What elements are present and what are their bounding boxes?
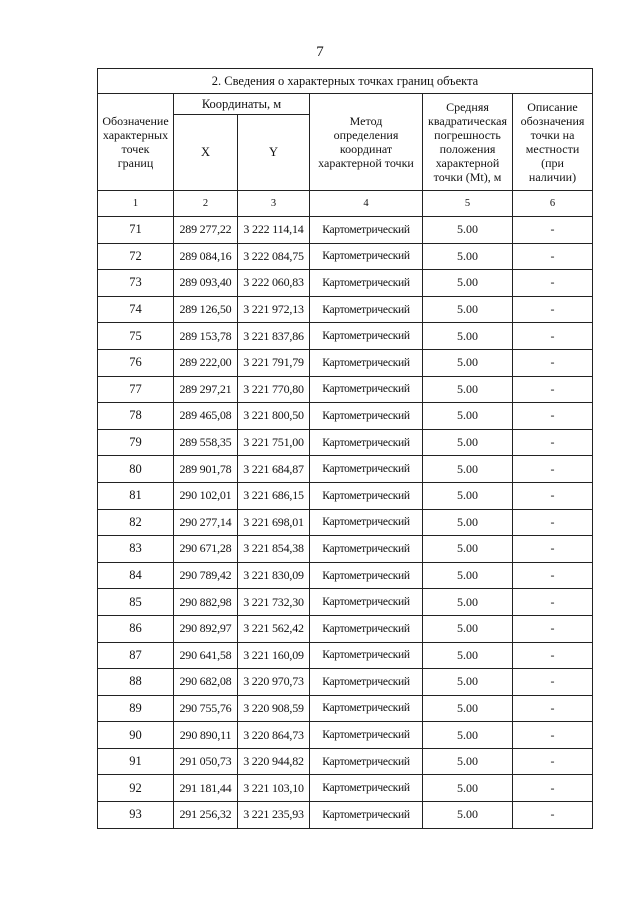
section-title: 2. Сведения о характерных точках границ объекта [98, 69, 593, 94]
cell-description: - [513, 296, 593, 323]
cell-description: - [513, 217, 593, 244]
cell-point-number: 92 [98, 775, 174, 802]
cell-point-number: 91 [98, 748, 174, 775]
cell-x-coordinate: 291 050,73 [174, 748, 238, 775]
cell-method: Картометрический [310, 669, 423, 696]
cell-method: Картометрический [310, 270, 423, 297]
cell-point-number: 82 [98, 509, 174, 536]
column-number: 1 [98, 191, 174, 217]
header-error-line: квадратическая [428, 114, 507, 128]
cell-mean-error: 5.00 [423, 323, 513, 350]
cell-point-number: 76 [98, 349, 174, 376]
cell-mean-error: 5.00 [423, 642, 513, 669]
cell-point-number: 83 [98, 536, 174, 563]
cell-description: - [513, 456, 593, 483]
header-coordinates: Координаты, м [174, 94, 310, 115]
cell-y-coordinate: 3 221 732,30 [238, 589, 310, 616]
header-error [423, 94, 513, 191]
column-number: 6 [513, 191, 593, 217]
cell-description: - [513, 349, 593, 376]
cell-point-number: 89 [98, 695, 174, 722]
header-point-line: границ [117, 156, 154, 170]
cell-point-number: 84 [98, 562, 174, 589]
cell-mean-error: 5.00 [423, 669, 513, 696]
cell-x-coordinate: 289 277,22 [174, 217, 238, 244]
cell-description: - [513, 802, 593, 829]
cell-description: - [513, 775, 593, 802]
cell-method: Картометрический [310, 536, 423, 563]
cell-mean-error: 5.00 [423, 722, 513, 749]
header-description-line: (при [541, 156, 564, 170]
cell-x-coordinate: 289 093,40 [174, 270, 238, 297]
cell-y-coordinate: 3 220 864,73 [238, 722, 310, 749]
cell-point-number: 81 [98, 482, 174, 509]
cell-mean-error: 5.00 [423, 349, 513, 376]
header-error-line: Средняя [446, 100, 489, 114]
cell-point-number: 90 [98, 722, 174, 749]
cell-y-coordinate: 3 221 972,13 [238, 296, 310, 323]
table-row [98, 270, 593, 297]
cell-method: Картометрический [310, 482, 423, 509]
cell-description: - [513, 642, 593, 669]
table-row [98, 802, 593, 829]
cell-x-coordinate: 289 297,21 [174, 376, 238, 403]
cell-x-coordinate: 290 671,28 [174, 536, 238, 563]
cell-y-coordinate: 3 221 698,01 [238, 509, 310, 536]
column-number: 5 [423, 191, 513, 217]
cell-x-coordinate: 290 892,97 [174, 615, 238, 642]
cell-x-coordinate: 291 256,32 [174, 802, 238, 829]
header-method-line: характерной точки [318, 156, 414, 170]
table-row [98, 695, 593, 722]
cell-x-coordinate: 290 641,58 [174, 642, 238, 669]
cell-description: - [513, 748, 593, 775]
cell-point-number: 88 [98, 669, 174, 696]
cell-point-number: 93 [98, 802, 174, 829]
column-number: 4 [310, 191, 423, 217]
cell-x-coordinate: 290 755,76 [174, 695, 238, 722]
cell-method: Картометрический [310, 323, 423, 350]
section-title-row [98, 69, 593, 94]
header-method [310, 94, 423, 191]
table-row [98, 669, 593, 696]
cell-y-coordinate: 3 220 908,59 [238, 695, 310, 722]
cell-method: Картометрический [310, 775, 423, 802]
cell-description: - [513, 323, 593, 350]
header-error-line: характерной [435, 156, 500, 170]
cell-y-coordinate: 3 222 060,83 [238, 270, 310, 297]
table-row [98, 323, 593, 350]
header-point-line: характерных [102, 128, 169, 142]
cell-x-coordinate: 289 126,50 [174, 296, 238, 323]
cell-x-coordinate: 290 102,01 [174, 482, 238, 509]
cell-description: - [513, 376, 593, 403]
cell-mean-error: 5.00 [423, 775, 513, 802]
cell-method: Картометрический [310, 243, 423, 270]
cell-method: Картометрический [310, 562, 423, 589]
cell-method: Картометрический [310, 429, 423, 456]
cell-description: - [513, 270, 593, 297]
cell-method: Картометрический [310, 802, 423, 829]
cell-y-coordinate: 3 221 562,42 [238, 615, 310, 642]
cell-mean-error: 5.00 [423, 456, 513, 483]
cell-method: Картометрический [310, 615, 423, 642]
cell-method: Картометрический [310, 642, 423, 669]
table-row [98, 376, 593, 403]
cell-point-number: 73 [98, 270, 174, 297]
column-number: 3 [238, 191, 310, 217]
cell-mean-error: 5.00 [423, 429, 513, 456]
column-number: 2 [174, 191, 238, 217]
cell-mean-error: 5.00 [423, 802, 513, 829]
cell-x-coordinate: 289 901,78 [174, 456, 238, 483]
cell-mean-error: 5.00 [423, 217, 513, 244]
cell-y-coordinate: 3 221 235,93 [238, 802, 310, 829]
table-row [98, 403, 593, 430]
table-row [98, 429, 593, 456]
header-method-line: определения [333, 128, 399, 142]
cell-point-number: 86 [98, 615, 174, 642]
cell-method: Картометрический [310, 376, 423, 403]
cell-mean-error: 5.00 [423, 376, 513, 403]
table-row [98, 589, 593, 616]
cell-y-coordinate: 3 221 854,38 [238, 536, 310, 563]
cell-mean-error: 5.00 [423, 562, 513, 589]
cell-y-coordinate: 3 221 160,09 [238, 642, 310, 669]
cell-y-coordinate: 3 221 830,09 [238, 562, 310, 589]
cell-description: - [513, 536, 593, 563]
cell-mean-error: 5.00 [423, 536, 513, 563]
cell-mean-error: 5.00 [423, 482, 513, 509]
cell-y-coordinate: 3 221 686,15 [238, 482, 310, 509]
cell-point-number: 79 [98, 429, 174, 456]
cell-point-number: 77 [98, 376, 174, 403]
cell-point-number: 85 [98, 589, 174, 616]
cell-method: Картометрический [310, 695, 423, 722]
cell-method: Картометрический [310, 403, 423, 430]
cell-mean-error: 5.00 [423, 509, 513, 536]
table-row [98, 243, 593, 270]
cell-mean-error: 5.00 [423, 615, 513, 642]
cell-y-coordinate: 3 220 970,73 [238, 669, 310, 696]
cell-mean-error: 5.00 [423, 243, 513, 270]
cell-description: - [513, 562, 593, 589]
cell-description: - [513, 695, 593, 722]
cell-method: Картометрический [310, 509, 423, 536]
header-x: X [174, 115, 238, 191]
table-row [98, 642, 593, 669]
header-point-line: точек [121, 142, 150, 156]
cell-method: Картометрический [310, 296, 423, 323]
table-row [98, 349, 593, 376]
cell-description: - [513, 429, 593, 456]
table-row [98, 536, 593, 563]
cell-x-coordinate: 289 153,78 [174, 323, 238, 350]
cell-y-coordinate: 3 221 751,00 [238, 429, 310, 456]
cell-y-coordinate: 3 221 800,50 [238, 403, 310, 430]
table-row [98, 456, 593, 483]
cell-point-number: 71 [98, 217, 174, 244]
table-row [98, 775, 593, 802]
cell-point-number: 78 [98, 403, 174, 430]
cell-y-coordinate: 3 221 791,79 [238, 349, 310, 376]
cell-point-number: 80 [98, 456, 174, 483]
cell-y-coordinate: 3 220 944,82 [238, 748, 310, 775]
table-row [98, 509, 593, 536]
cell-method: Картометрический [310, 456, 423, 483]
header-description [513, 94, 593, 191]
cell-description: - [513, 403, 593, 430]
cell-point-number: 74 [98, 296, 174, 323]
boundary-points-table [97, 68, 593, 829]
cell-mean-error: 5.00 [423, 695, 513, 722]
page-number: 7 [316, 44, 324, 60]
cell-x-coordinate: 290 277,14 [174, 509, 238, 536]
cell-point-number: 87 [98, 642, 174, 669]
cell-x-coordinate: 289 084,16 [174, 243, 238, 270]
cell-y-coordinate: 3 221 837,86 [238, 323, 310, 350]
cell-description: - [513, 243, 593, 270]
table-row [98, 748, 593, 775]
header-description-line: местности [525, 142, 580, 156]
table-row [98, 722, 593, 749]
header-description-line: наличии) [528, 170, 577, 184]
cell-x-coordinate: 289 465,08 [174, 403, 238, 430]
cell-method: Картометрический [310, 217, 423, 244]
cell-method: Картометрический [310, 589, 423, 616]
header-description-line: Описание [527, 100, 578, 114]
header-row-1 [98, 94, 593, 115]
header-point [98, 94, 174, 191]
table-row [98, 482, 593, 509]
cell-description: - [513, 669, 593, 696]
cell-y-coordinate: 3 222 084,75 [238, 243, 310, 270]
cell-point-number: 75 [98, 323, 174, 350]
header-description-line: обозначения [520, 114, 585, 128]
table-row [98, 615, 593, 642]
cell-x-coordinate: 291 181,44 [174, 775, 238, 802]
cell-y-coordinate: 3 221 770,80 [238, 376, 310, 403]
cell-mean-error: 5.00 [423, 270, 513, 297]
cell-x-coordinate: 289 558,35 [174, 429, 238, 456]
cell-description: - [513, 722, 593, 749]
header-method-line: координат [339, 142, 393, 156]
column-number-row [98, 191, 593, 217]
cell-description: - [513, 509, 593, 536]
table-row [98, 296, 593, 323]
cell-method: Картометрический [310, 748, 423, 775]
cell-x-coordinate: 289 222,00 [174, 349, 238, 376]
cell-mean-error: 5.00 [423, 403, 513, 430]
cell-y-coordinate: 3 221 684,87 [238, 456, 310, 483]
cell-point-number: 72 [98, 243, 174, 270]
table-row [98, 562, 593, 589]
header-point-line: Обозначение [102, 114, 169, 128]
header-error-line: положения [439, 142, 496, 156]
cell-description: - [513, 589, 593, 616]
header-method-line: Метод [349, 114, 383, 128]
cell-x-coordinate: 290 789,42 [174, 562, 238, 589]
cell-method: Картометрический [310, 349, 423, 376]
cell-method: Картометрический [310, 722, 423, 749]
cell-x-coordinate: 290 682,08 [174, 669, 238, 696]
cell-mean-error: 5.00 [423, 296, 513, 323]
cell-x-coordinate: 290 882,98 [174, 589, 238, 616]
cell-mean-error: 5.00 [423, 748, 513, 775]
cell-mean-error: 5.00 [423, 589, 513, 616]
cell-description: - [513, 482, 593, 509]
table-row [98, 217, 593, 244]
header-y: Y [238, 115, 310, 191]
cell-y-coordinate: 3 221 103,10 [238, 775, 310, 802]
header-error-line: точки (Mt), м [433, 170, 502, 184]
cell-y-coordinate: 3 222 114,14 [238, 217, 310, 244]
cell-x-coordinate: 290 890,11 [174, 722, 238, 749]
cell-description: - [513, 615, 593, 642]
header-error-line: погрешность [434, 128, 501, 142]
header-description-line: точки на [530, 128, 575, 142]
